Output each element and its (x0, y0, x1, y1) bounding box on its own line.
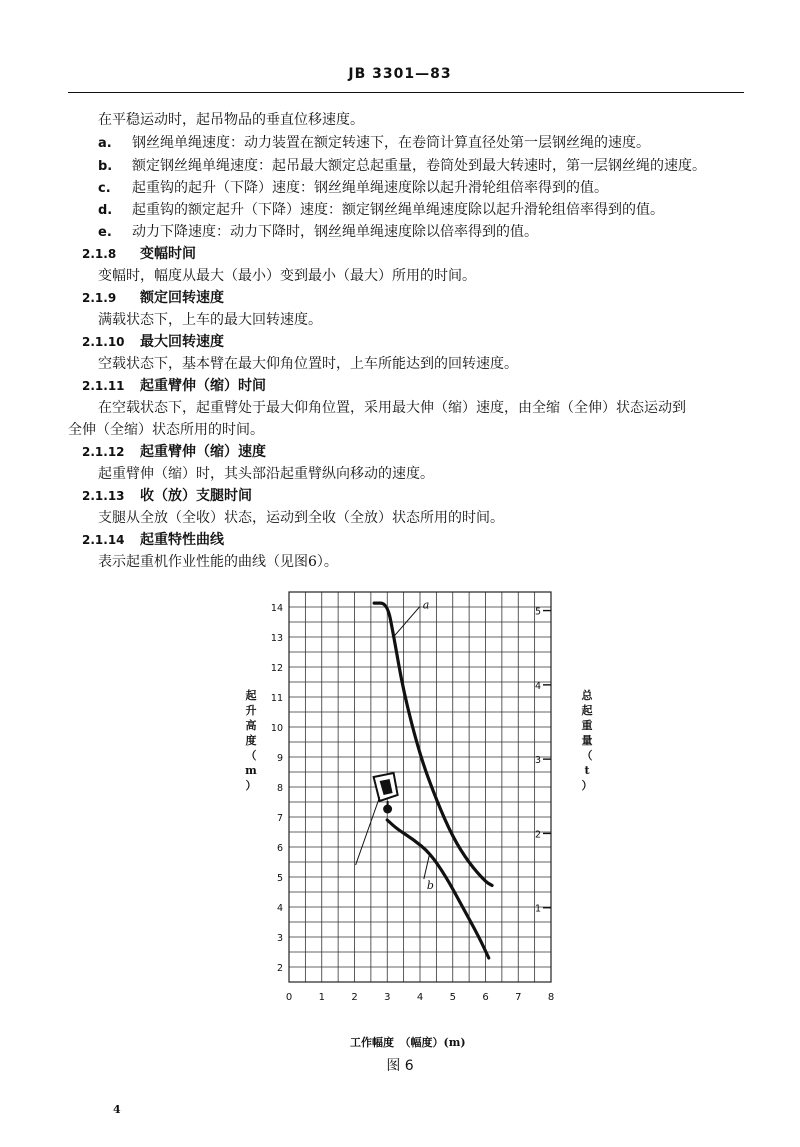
page-header: JB 3301—83 (348, 66, 452, 82)
y-axis-label: 起 升 高 度 （ m ） (245, 689, 257, 792)
figure-caption: 图 6 (386, 1058, 414, 1074)
section-number: 2.1.14 (82, 533, 125, 547)
x-tick-label: 7 (515, 992, 522, 1003)
section-body: 在空载状态下，起重臂处于最大仰角位置，采用最大伸（缩）速度，由全缩（全伸）状态运动到 (98, 400, 686, 416)
y-tick-label: 6 (276, 843, 283, 854)
section-title: 额定回转速度 (140, 290, 224, 306)
y-tick-label: 12 (270, 663, 283, 674)
list-item (98, 200, 664, 221)
list-item (98, 156, 706, 177)
section-number: 2.1.12 (82, 445, 125, 459)
section-number: 2.1.8 (82, 247, 117, 261)
y2-tick-label: 4 (534, 680, 541, 692)
section-heading (82, 332, 224, 352)
series-label-a: a (422, 598, 430, 612)
x-axis-caption: 工作幅度 （幅度）(m) (350, 1036, 466, 1049)
item-mark: e. (98, 225, 112, 240)
y-tick-label: 5 (276, 873, 283, 884)
y-tick-label: 11 (270, 693, 283, 704)
section-number: 2.1.10 (82, 335, 125, 349)
header-rule (68, 92, 744, 93)
section-body: 全伸（全缩）状态所用的时间。 (68, 422, 264, 438)
intro-text: 在平稳运动时，起吊物品的垂直位移速度。 (98, 112, 364, 128)
y-tick-label: 3 (276, 933, 283, 944)
section-body: 起重臂伸（缩）时，其头部沿起重臂纵向移动的速度。 (98, 466, 434, 482)
y-tick-label: 7 (276, 813, 283, 824)
section-body: 支腿从全放（全收）状态，运动到全收（全放）状态所用的时间。 (98, 510, 504, 526)
item-text: 钢丝绳单绳速度：动力装置在额定转速下，在卷筒计算直径处第一层钢丝绳的速度。 (132, 135, 650, 151)
hook-pointer-line (356, 797, 380, 865)
list-item (98, 222, 538, 243)
section-body: 空载状态下，基本臂在最大仰角位置时，上车所能达到的回转速度。 (98, 356, 518, 372)
y-tick-label: 10 (270, 723, 283, 734)
item-mark: a. (98, 136, 112, 151)
section-body: 满载状态下，上车的最大回转速度。 (98, 312, 322, 328)
section-heading (82, 530, 224, 550)
y2-axis-label: 总 起 重 量 （ t ） (581, 689, 593, 792)
x-tick-label: 3 (384, 992, 391, 1003)
item-text: 起重钩的额定起升（下降）速度：额定钢丝绳单绳速度除以起升滑轮组倍率得到的值。 (132, 202, 664, 218)
y2-tick-label: 5 (534, 606, 541, 618)
section-heading (82, 288, 224, 308)
x-tick-label: 5 (449, 992, 456, 1003)
y-tick-label: 14 (270, 603, 283, 614)
x-tick-label: 8 (547, 992, 555, 1003)
section-title: 变幅时间 (140, 246, 196, 262)
y2-tick-label: 1 (534, 903, 541, 915)
list-item (98, 133, 650, 154)
section-title: 起重臂伸（缩）速度 (140, 444, 266, 460)
item-text: 动力下降速度：动力下降时，钢丝绳单绳速度除以倍率得到的值。 (132, 224, 538, 240)
section-title: 最大回转速度 (140, 334, 224, 350)
item-mark: c. (98, 181, 111, 196)
section-title: 起重臂伸（缩）时间 (140, 378, 266, 394)
y-tick-label: 9 (276, 753, 283, 764)
y2-tick-label: 3 (534, 755, 541, 767)
page-number: 4 (113, 1103, 121, 1116)
x-tick-label: 0 (285, 992, 293, 1003)
item-text: 起重钩的起升（下降）速度：钢丝绳单绳速度除以起升滑轮组倍率得到的值。 (132, 180, 608, 196)
lifting-characteristic-chart (240, 584, 560, 1024)
section-heading (82, 486, 252, 506)
section-title: 收（放）支腿时间 (140, 488, 252, 504)
hook-icon (383, 805, 392, 814)
section-number: 2.1.13 (82, 489, 125, 503)
x-tick-label: 6 (482, 992, 489, 1003)
section-number: 2.1.11 (82, 379, 125, 393)
y-tick-label: 8 (276, 783, 283, 794)
list-item (98, 178, 608, 199)
x-tick-label: 1 (318, 992, 325, 1003)
item-mark: d. (98, 203, 113, 218)
section-number: 2.1.9 (82, 291, 117, 305)
series-leader-a (394, 607, 420, 637)
y-tick-label: 4 (276, 903, 283, 914)
section-title: 起重特性曲线 (140, 532, 224, 548)
section-heading (82, 244, 196, 264)
section-body: 变幅时，幅度从最大（最小）变到最小（最大）所用的时间。 (98, 268, 476, 284)
section-heading (82, 442, 266, 462)
series-label-b: b (426, 879, 434, 892)
y-tick-label: 13 (270, 633, 283, 644)
x-tick-label: 2 (351, 992, 358, 1003)
section-body: 表示起重机作业性能的曲线（见图6）。 (98, 554, 338, 570)
series-line-a (374, 603, 492, 885)
section-heading (82, 376, 266, 396)
x-tick-label: 4 (416, 992, 424, 1003)
item-mark: b. (98, 159, 113, 174)
series-leader-b (424, 853, 430, 879)
y2-tick-label: 2 (534, 829, 541, 841)
item-text: 额定钢丝绳单绳速度：起吊最大额定总起重量，卷筒处到最大转速时，第一层钢丝绳的速度。 (132, 158, 706, 174)
y-tick-label: 2 (276, 963, 283, 974)
